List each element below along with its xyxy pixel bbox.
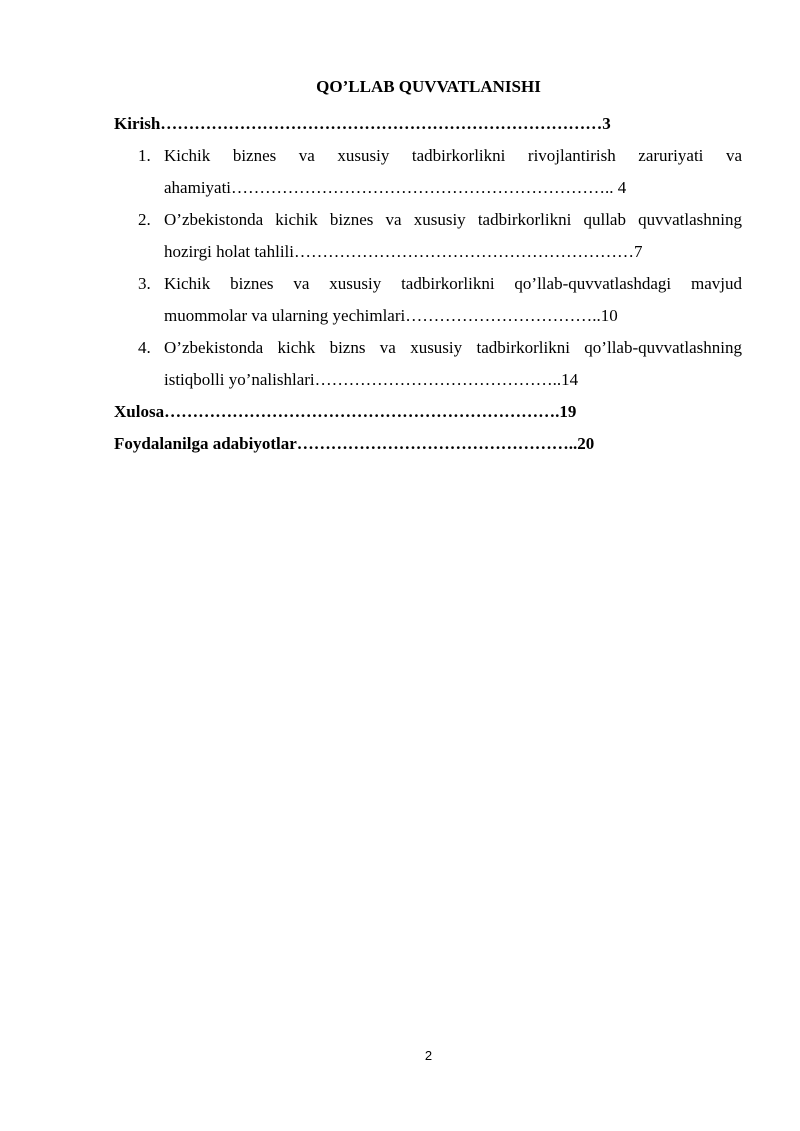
toc-item-number: 1.: [138, 146, 151, 165]
toc-item-number: 3.: [138, 274, 151, 293]
toc-item-number: 2.: [138, 210, 151, 229]
toc-item-page-line: ahamiyati………………………………………………………….. 4: [164, 178, 627, 197]
toc-item-page-line: istiqbolli yo’nalishlari……………………………………..14: [164, 370, 579, 389]
toc-item-text: Kichik biznes va xususiy tadbirkorlikni rivojlantirish zaruriyati va: [164, 146, 742, 165]
page-number: 2: [424, 1048, 433, 1063]
toc-entry-references: Foydalanilga adabiyotlar…………………………………………..20: [114, 434, 595, 453]
toc-item-page-line: muommolar va ularning yechimlari……………………………..10: [164, 306, 618, 325]
toc-item-number: 4.: [138, 338, 151, 357]
toc-item-page-line: hozirgi holat tahlili……………………………………………………7: [164, 242, 643, 261]
toc-item-text: Kichik biznes va xususiy tadbirkorlikni qo’llab-quvvatlashdagi mavjud: [164, 274, 742, 293]
toc-item-3: [114, 268, 742, 332]
toc-item-text: O’zbekistonda kichk bizns va xususiy tadbirkorlikni qo’llab-quvvatlashning: [164, 338, 742, 357]
toc-item-text: O’zbekistonda kichik biznes va xususiy tadbirkorlikni qullab quvvatlashning: [164, 210, 742, 229]
page-title: QO’LLAB QUVVATLANISHI: [316, 77, 541, 96]
toc-item-2: [114, 204, 742, 268]
table-of-contents: [114, 108, 742, 460]
toc-entry-intro: Kirish……………………………………………………………………3: [114, 114, 611, 133]
toc-item-4: [114, 332, 742, 396]
toc-entry-conclusion: Xulosa…………………………………………………………….19: [114, 402, 577, 421]
toc-item-1: [114, 140, 742, 204]
